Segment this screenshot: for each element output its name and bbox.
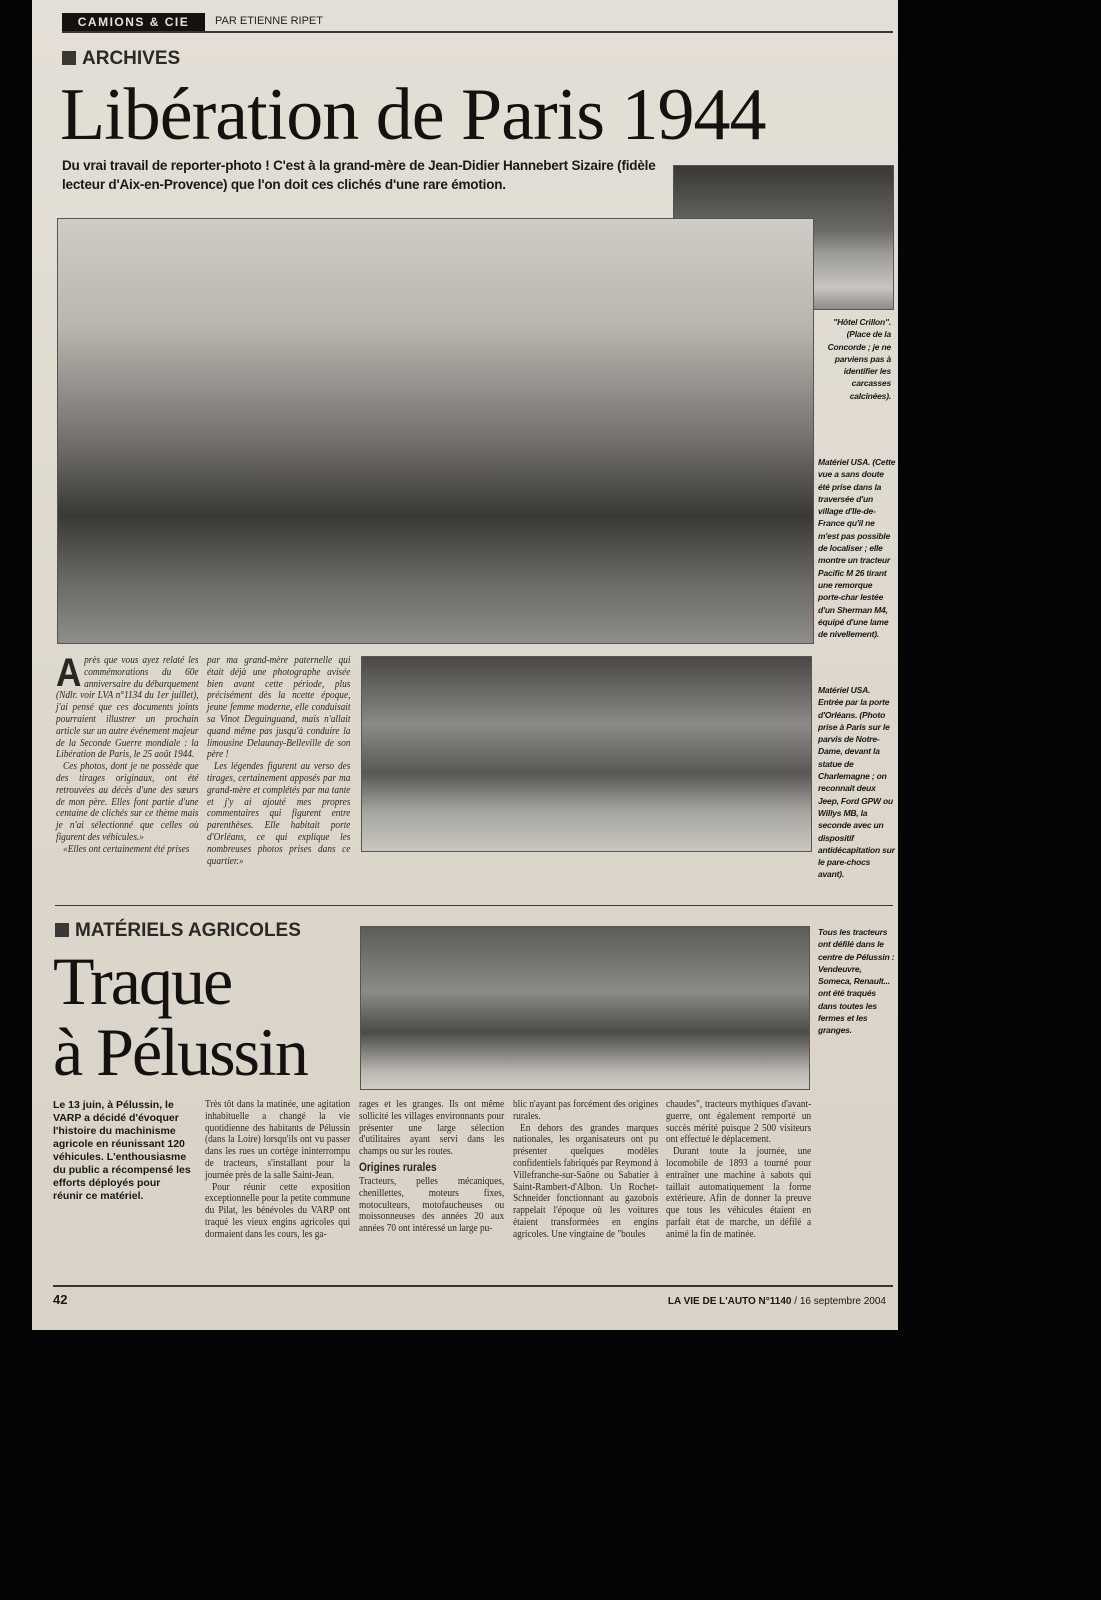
article2-title [53,943,307,1090]
footer-publication [668,1296,886,1307]
photo-tractors [360,926,810,1090]
paragraph: près que vous ayez relaté les commémorations du 60e anniversaire du débarquement (Ndlr. voir LVA n°1134 du 1er juillet), j'ai pensé que ces documents joints pourraient illustrer un prochain article sur un autre événement majeur de la Seconde Guerre mondiale : la Libération de Paris, le 25 août 1944. [56,655,199,761]
caption-tractors: Tous les tracteurs ont défilé dans le centre de Pélussin : Vendeuvre, Someca, Renault... ont été traqués dans toutes les fermes et les granges. [818,927,895,1036]
section-label: CAMIONS & CIE [62,13,205,31]
paragraph: rages et les granges. Ils ont même sollicité les villages environnants pour présenter une large sélection d'utilitaires ayant servi dans les champs ou sur les routes. [359,1099,505,1158]
photo-tank-transporter [57,218,814,644]
article1-column-1 [56,651,199,856]
caption-jeeps: Matériel USA. Entrée par la porte d'Orléans. (Photo prise à Paris sur le parvis de Notre-Dame, devant la statue de Charlemagne ; on reconnait deux Jeep, Ford GPW ou Willys MB, la seconde avec un dispositif antidécapitation sur le pare-chocs avant). [818,685,895,880]
paragraph: En dehors des grandes marques nationales, les organisateurs ont pu présenter quelques modèles confidentiels fabriqués par Reymond à Villefranche-sur-Saône ou Sabatier à Saint-Rambert-d'Albon. Un Rochet-Schneider fonctionnant au gazobois rappelait l'époque où les voitures étaient transformées en engins agricoles. Une vingtaine de "boules [513,1122,659,1240]
footer-rule [53,1285,893,1287]
article2-column-4 [666,1099,811,1241]
subheading: Origines rurales [359,1161,437,1174]
paragraph: blic n'ayant pas forcément des origines rurales. [513,1099,659,1122]
title-line: Traque [53,943,232,1019]
paragraph: «Elles ont certainement été prises [63,843,190,855]
photo-jeeps-notre-dame [361,656,812,852]
square-bullet-icon [55,923,69,937]
drop-cap: A [56,651,82,695]
kicker-text: ARCHIVES [82,48,181,69]
article2-column-3 [513,1099,658,1241]
kicker-archives [62,48,180,70]
article1-column-2 [207,655,350,867]
article-deck: Du vrai travail de reporter-photo ! C'est à la grand-mère de Jean-Didier Hannebert Sizaire (fidèle lecteur d'Aix-en-Provence) que l'on doit ces clichés d'une rare émotion. [62,158,656,192]
paragraph: Très tôt dans la matinée, une agitation inhabituelle a changé la vie quotidienne des habitants de Pélussin (dans la Loire) lorsqu'ils ont vu passer dans les rues un cortège ininterrompu de tracteurs, s'installant pour la journée près de la salle Saint-Jean. [205,1099,351,1181]
publication-name: LA VIE DE L'AUTO N°1140 [667,1296,792,1307]
paragraph: Ces photos, dont je ne possède que des tirages originaux, ont été retrouvées au décès d'une des sœurs de mon père. Elles font partie d'une centaine de clichés sur ce thème mais je n'ai sélectionné que celles où figurent des véhicules.» [56,761,199,843]
article2-column-1 [205,1099,350,1241]
header-rule [62,31,893,33]
paragraph: Tracteurs, pelles mécaniques, chenillettes, moteurs fixes, motoculteurs, motofaucheuses ou moissonneuses des années 20 aux années 70 ont intéressé un large pu- [359,1175,505,1235]
paragraph: Durant toute la journée, une locomobile de 1893 a tourné pour entraîner une machine à sabots qui taillait automatiquement la forme extérieure. Afin de donner la preuve que tous les véhicules étaient en parfait état de marche, un défilé a animé la fin de matinée. [666,1146,812,1240]
article-title: Libération de Paris 1944 [60,74,766,156]
article2-lede: Le 13 juin, à Pélussin, le VARP a décidé d'évoquer l'histoire du machinisme agricole en réunissant 120 véhicules. L'enthousiasme du public a récompensé les efforts déployés pour réunir ce matériel. [53,1099,191,1202]
caption-tank-transporter: Matériel USA. (Cette vue a sans doute été prise dans la traversée d'un village d'Ile-de-France qu'il ne m'est pas possible de localiser ; elle montre un tracteur Pacific M 26 tirant une remorque porte-char lestée d'un Sherman M4, équipé d'une lame de nivellement). [818,457,896,640]
kicker-text: MATÉRIELS AGRICOLES [75,920,301,941]
paragraph: Les légendes figurent au verso des tirages, certainement apposés par ma grand-mère et complétés par ma tante et j'y ai ajouté mes propres commentaires qui figurent entre parenthèses. Elle habitait porte d'Orléans, ce qui explique les nombreuses photos prises dans ce quartier.» [207,761,351,867]
paragraph: par ma grand-mère paternelle qui était déjà une photographe avisée bien avant cette période, plus précisément dès la ncette époque, jeune femme moderne, elle conduisait sa Vinot Deguinguand, mais n'allait quand même pas jusqu'à conduire la limousine Delaunay-Belleville de son père ! [207,655,351,761]
paragraph: Pour réunir cette exposition exceptionnelle pour la petite commune du Pilat, les bénévoles du VARP ont traqué les vieux engins agricoles qui dormaient dans les cours, les ga- [205,1181,351,1240]
kicker-materiels-agricoles [55,920,301,942]
section-divider [55,905,893,906]
square-bullet-icon [62,51,76,65]
article2-column-2 [359,1099,504,1235]
page-number: 42 [53,1292,68,1307]
paragraph: chaudes", tracteurs mythiques d'avant-guerre, ont également remporté un succès mérité puisque 2 500 visiteurs ont effectué le déplacement. [666,1099,812,1146]
publication-date: / 16 septembre 2004 [794,1296,886,1307]
byline: PAR ETIENNE RIPET [215,15,323,27]
title-line: à Pélussin [53,1014,307,1090]
caption-hotel-crillon: "Hôtel Crillon". (Place de la Concorde ; je ne parviens pas à identifier les carcasses calcinées). [827,317,891,401]
